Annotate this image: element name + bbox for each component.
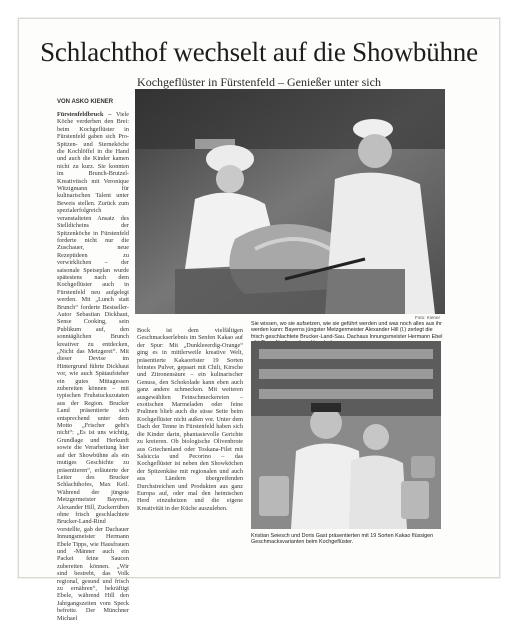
article-column-2: Bock ist dem vielfältigen Geschmackserlebnis im Senfen Kakao auf der Spur: Mit „Dunkleeerdig-Orange“ ging es in mittlerweile kreative Welt, präsentierte Kakaoröster 19 Sorten feinstes Pulver, gepaart mit Chili, Kirsche und Zitronensäure – ein kulinarischer Genuss, den Schokolade kann eben auch ganz andere schmecken. Mit weiteren ausgewählten Feinschmeckereien – exotischen Marmeladen oder feine Pralinen blieb auch die süsse Seite beim Kochgeflüster nicht außen vor. Unter dem Dach der Tenne in Fürstenfeld haben sich die Kinder darin, phantasievolle Gerichte zu kreieren. Ob biologische Olivenbrote aus Griechenland oder Toskana-Filet mit Salsiccia und Pecorino – das Kochgeflüster ist neben den Showköchen der Spitzenkäse mit regionalen und auch aus Ländern übergreifenden Durchstreichen und Produkten aus ganz Europa auf, oder mal den heimischen Herd einzuheizen und die eigene Kreativität in der Küche auszuleben. bbox=[137, 327, 243, 512]
photo-credit: Foto: Kiener bbox=[415, 315, 441, 320]
cocoa-vendors-photo-illustration bbox=[251, 341, 441, 529]
subheadline: Kochgeflüster in Fürstenfeld – Genießer unter sich bbox=[137, 75, 381, 89]
photo-caption-2: Kristian Seiesch und Doris Gast präsentierten mit 19 Sorten Kakao flüssigen Geschmacksvarianten beim Kochgeflüster. bbox=[251, 533, 434, 546]
photo-caption-1: Sie wissen, wo sie aufsetzen, wie sie geführt werden und was noch alles aus ihr werden kann: Bayerns jüngster Metzgermeister Alexander Hill (l.) zerlegt die frisch geschlachtete Brucker-Land-Sau. Dachaus Innungsmeister Hermann Ebel bbox=[251, 321, 443, 340]
photo-butchers bbox=[135, 89, 445, 314]
column-1-text: Viele Köche verderben den Brei: beim Kochgeflüster in Fürstenfeld gaben sich Pro-Spitzen- und Sterneköche die Kochlöffel in die Hand und auch die Kinder kamen nicht zu kurz. Sie konnten im Brunch-Brutzel-Kreativtisch mit Veronique Witzigmann für kulinarischen Talent unter Beweis stellen. Zurück zum spezialerfolgreich veranstalteten Ansatz des Stelldicheins der Spitzenköche in Fürstenfeld forderte nicht nur die Zuschauer, neue Rezeptideen zu verwirklichen – der saisonale Speiseplan wurde spätestens nach dem Kochgeflüster auch in Fürstenfeld neu aufgelegt werden. Mit „Lunch statt Brunch“ forderte Bestseller-Autor Sebastian Dickhaut, Sense Cooking, sein Publikum auf, den sonntäglichen Brunch kreativer zu entdecken, „Nicht das Metzgerei“. Mit dieser Devise im Hintergrund führte Dickhaut vor, wie auch Spätaufsteher ein gutes Mittagessen zubereiten können – mit typischen Fruhstuckszutaten aus der Region. Brucker Land präsentierte sich entsprechend unter dem Motto „Frischer geht's nicht“: „Es ist uns wichtig, Grundlage und Herkunft sowie die Verarbeitung hier auf der Showbühne als ein mutiges Geschichte zu präsentieren“, erläuterte der Leiter des Brucker Schlachthofes, Max Keil. Während der jüngste Metzgermeister Bayerns, Alexander Hill, Zuckerrüben ohne frisch geschlachtete Brucker-Land-Rind vorstellte, gab der Dachauer Innungsmeister Hermann Ebele Tipps, wie Hausfrauen und -Männer auch ein Packet feine Saucen zubereiten können. „Wir sind bestrebt, das Volk regional, gesund und frisch zu ernähren“, bekräftigt Ebele, während Hill den Jahrgangszeiten vom Speck befreite. Der Münchner Michael bbox=[57, 111, 130, 622]
byline: VON ASKO KIENER bbox=[57, 99, 114, 105]
newspaper-clipping bbox=[18, 18, 500, 622]
dateline: Fürstenfeldbruck – bbox=[57, 111, 112, 118]
butchers-photo-illustration bbox=[135, 89, 445, 314]
photo-cocoa-vendors bbox=[251, 341, 441, 529]
article-column-1 bbox=[57, 111, 130, 622]
headline: Schlachthof wechselt auf die Showbühne bbox=[40, 37, 478, 67]
